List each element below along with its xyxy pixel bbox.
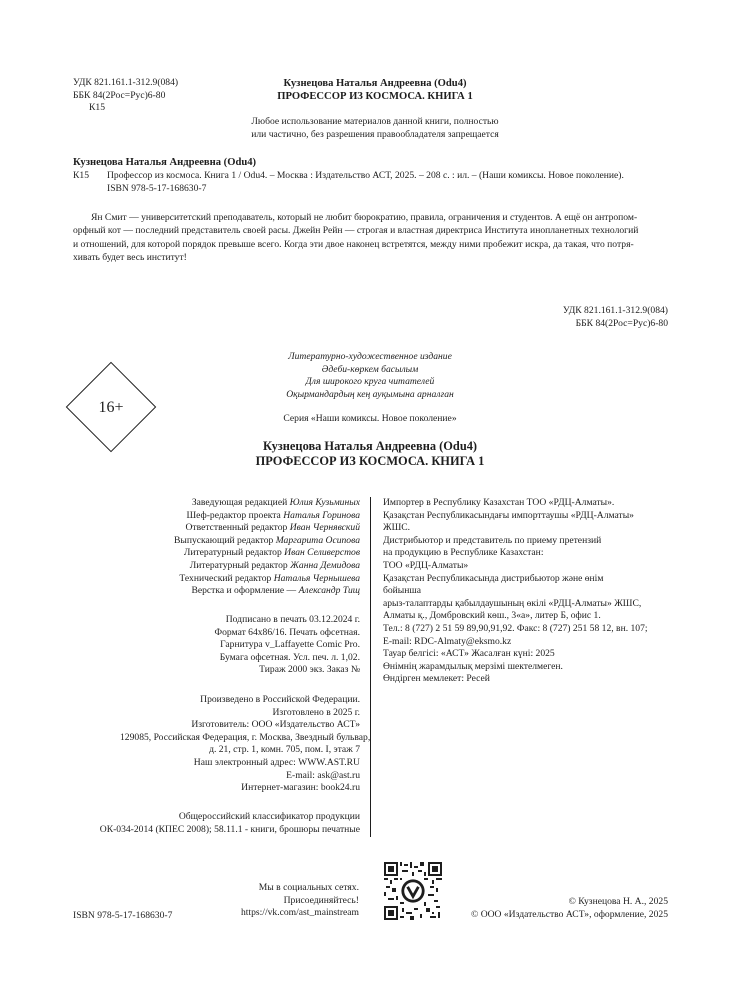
importer-line: Қазақстан Республикасында дистрибьютор және өнім <box>383 572 604 584</box>
product-classifier <box>60 811 360 836</box>
importer-line: Тел.: 8 (727) 2 51 59 89,90,91,92. Факс: 8 (727) 251 58 12, вн. 107; <box>383 622 648 634</box>
importer-email: E-mail: RDC-Almaty@eksmo.kz <box>383 635 512 647</box>
social-line: Присоединяйтесь! <box>283 894 359 906</box>
genre-line: Литературно-художественное издание <box>288 351 452 362</box>
importer-line: арыз-талаптарды қабылдаушының өкілі «РДЦ-Алматы» ЖШС, <box>383 597 642 609</box>
print-line: Тираж 2000 экз. Заказ № <box>259 664 360 676</box>
book-header-main <box>200 439 540 469</box>
udk-block-right <box>520 305 668 330</box>
okp-line: Общероссийский классификатор продукции <box>178 811 360 822</box>
importer-line: Өндірген мемлекет: Ресей <box>383 673 490 685</box>
isbn-bottom: ISBN 978-5-17-168630-7 <box>73 910 173 921</box>
book-title: ПРОФЕССОР ИЗ КОСМОСА. КНИГА 1 <box>277 91 473 102</box>
genre-line: Әдеби-көркем басылым <box>321 363 419 375</box>
genre-line: Оқырмандардың кең ауқымына арналған <box>286 388 454 400</box>
print-line: Бумага офсетная. Усл. печ. л. 1,02. <box>219 651 360 663</box>
social-line: Мы в социальных сетях. <box>258 882 359 893</box>
column-divider <box>370 497 371 837</box>
print-info <box>120 614 360 677</box>
annotation-line: и отношений, для которой порядок превыше всего. Когда эти двое наконец встретятся, между ними пробежит искра, да такая, что потря- <box>73 238 634 250</box>
importer-line: Қазақстан Республикасындағы импорттаушы «РДЦ-Алматы» <box>383 509 634 521</box>
rights-notice <box>225 116 525 141</box>
genre-info <box>220 351 520 401</box>
importer-line: Импортер в Республику Казахстан ТОО «РДЦ-Алматы». <box>383 497 615 508</box>
print-line: Гарнитура v_Laffayette Comic Pro. <box>220 639 360 651</box>
author-name: Кузнецова Наталья Андреевна (Odu4) <box>262 439 478 453</box>
annotation-line: орфный кот — последний представитель своей расы. Джейн Рейн — строгая и властная директриса Института инопланетных технологий <box>73 225 639 237</box>
importer-line: ТОО «РДЦ-Алматы» <box>383 559 469 571</box>
social-link[interactable]: https://vk.com/ast_mainstream <box>240 907 359 919</box>
social-block <box>190 882 359 920</box>
book-header-top <box>255 77 495 103</box>
made-line: Произведено в Российской Федерации. <box>200 694 360 705</box>
author-name: Кузнецова Наталья Андреевна (Odu4) <box>283 78 467 89</box>
staff-row: Ответственный редактор Иван Чернявский <box>185 522 360 534</box>
udk-code: УДК 821.161.1-312.9(084) <box>562 305 668 316</box>
bib-isbn: ISBN 978-5-17-168630-7 <box>107 182 207 194</box>
staff-row: Верстка и оформление — Александр Тищ <box>191 585 360 597</box>
copyright-line: © Кузнецова Н. А., 2025 <box>568 896 668 907</box>
author-mark: К15 <box>89 102 105 114</box>
genre-line: Для широкого круга читателей <box>305 376 435 388</box>
bibliographic-record <box>73 156 668 195</box>
bbk-code: ББК 84(2Рос=Рус)6-80 <box>73 89 166 101</box>
age-rating: 16+ <box>98 399 124 416</box>
importer-line: ЖШС. <box>383 522 411 534</box>
importer-line: Өнімнің жарамдылық мерзімі шектелмеген. <box>383 660 563 672</box>
importer-line: бойынша <box>383 585 422 597</box>
bib-description: Профессор из космоса. Книга 1 / Odu4. – Москва : Издательство АСТ, 2025. – 208 с. : ил. – (Наши комиксы. Новое поколение). <box>107 170 624 181</box>
staff-row: Литературный редактор Иван Селиверстов <box>183 547 360 559</box>
copyright-block <box>440 896 668 921</box>
staff-row: Шеф-редактор проекта Наталья Горинова <box>186 509 360 521</box>
importer-line: на продукцию в Республике Казахстан: <box>383 547 544 559</box>
made-shop: Интернет-магазин: book24.ru <box>241 782 360 794</box>
book-title: ПРОФЕССОР ИЗ КОСМОСА. КНИГА 1 <box>255 454 485 468</box>
staff-row: Выпускающий редактор Маргарита Осипова <box>174 534 360 546</box>
importer-line: Тауар белгісі: «АСТ» Жасалған күні: 2025 <box>383 648 555 660</box>
annotation-line: хивать будет весь институт! <box>73 251 187 263</box>
staff-row: Литературный редактор Жанна Демидова <box>189 559 360 571</box>
bib-author: Кузнецова Наталья Андреевна (Odu4) <box>73 157 257 168</box>
made-email: E-mail: ask@ast.ru <box>286 769 360 781</box>
rights-line: или частично, без разрешения правообладателя запрещается <box>251 128 499 140</box>
manufacturer-info <box>120 694 371 795</box>
made-line: д. 21, стр. 1, комн. 705, пом. I, этаж 7 <box>209 744 360 756</box>
made-line: Изготовитель: ООО «Издательство АСТ» <box>191 719 360 731</box>
bbk-code: ББК 84(2Рос=Рус)6-80 <box>575 317 668 329</box>
udk-block-top <box>73 77 178 115</box>
made-line: 129085, Российская Федерация, г. Москва, Звездный бульвар, <box>120 731 371 743</box>
made-website: Наш электронный адрес: WWW.AST.RU <box>193 756 360 768</box>
bib-code: К15 <box>73 170 89 181</box>
importer-line: Дистрибьютор и представитель по приему претензий <box>383 534 602 546</box>
okp-line: ОК-034-2014 (КПЕС 2008); 58.11.1 - книги, брошюры печатные <box>99 823 360 835</box>
print-line: Формат 64х86/16. Печать офсетная. <box>214 626 360 638</box>
rights-line: Любое использование материалов данной книги, полностью <box>251 116 499 127</box>
copyright-line: © ООО «Издательство АСТ», оформление, 2025 <box>471 908 668 920</box>
importer-line: Алматы қ., Домбровский көш., 3«а», литер Б, офис 1. <box>383 610 601 622</box>
print-line: Подписано в печать 03.12.2024 г. <box>225 614 360 625</box>
made-line: Изготовлено в 2025 г. <box>272 706 360 718</box>
udk-code: УДК 821.161.1-312.9(084) <box>73 77 179 88</box>
annotation-line: Ян Смит — университетский преподаватель, который не любит бюрократию, правила, ограничения и студентов. А ещё он антропом- <box>91 212 638 223</box>
qr-code-icon[interactable] <box>384 862 442 920</box>
annotation <box>73 211 668 264</box>
staff-credits <box>120 497 360 598</box>
staff-row: Технический редактор Наталья Чернышева <box>179 572 360 584</box>
staff-row: Заведующая редакцией Юлия Кузьминых <box>191 497 360 508</box>
series-name: Серия «Наши комиксы. Новое поколение» <box>283 413 457 424</box>
importer-info <box>383 497 683 686</box>
